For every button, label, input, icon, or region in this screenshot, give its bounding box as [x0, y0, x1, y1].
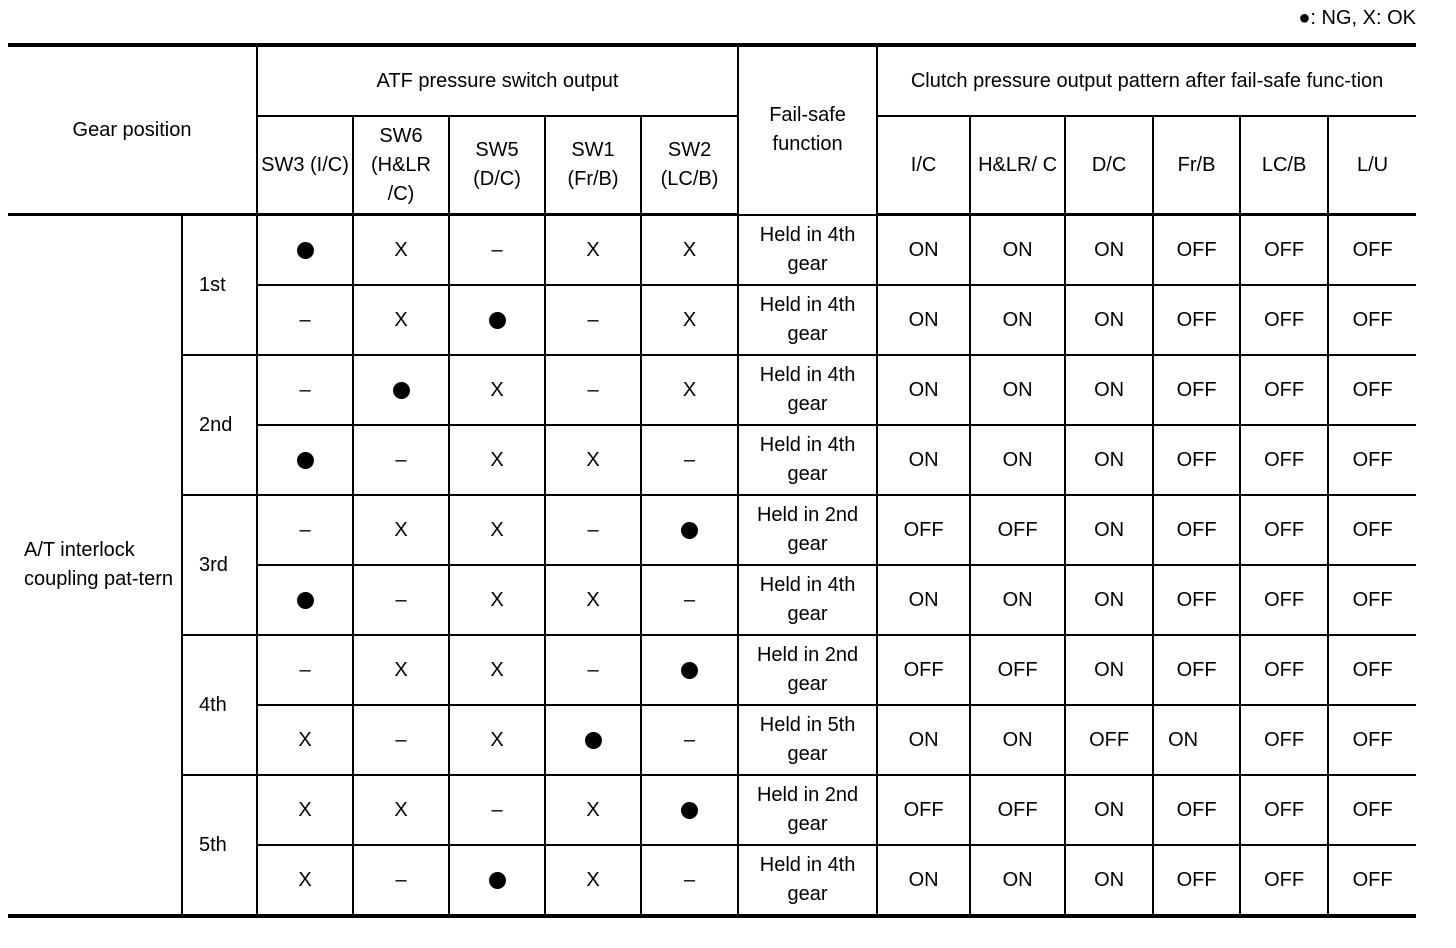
gear-label: 2nd — [182, 355, 257, 495]
switch-cell: X — [545, 215, 641, 286]
clutch-cell: OFF — [1240, 775, 1328, 845]
clutch-cell: OFF — [1328, 705, 1416, 775]
switch-cell: X — [449, 565, 545, 635]
switch-header: SW2 (LC/B) — [641, 116, 738, 215]
clutch-cell: ON — [970, 215, 1065, 286]
failsafe-cell: Held in 4th gear — [738, 355, 877, 425]
clutch-cell: ON — [970, 845, 1065, 916]
clutch-cell: OFF — [1328, 635, 1416, 705]
failsafe-table — [8, 43, 1416, 918]
switch-cell: – — [257, 355, 353, 425]
clutch-cell: ON — [877, 355, 970, 425]
switch-cell: – — [353, 845, 449, 916]
clutch-cell: OFF — [1153, 425, 1240, 495]
filled-circle-icon — [681, 662, 698, 679]
clutch-cell: OFF — [877, 635, 970, 705]
failsafe-cell: Held in 2nd gear — [738, 775, 877, 845]
switch-cell: – — [545, 495, 641, 565]
clutch-cell: ON — [1065, 355, 1153, 425]
failsafe-cell: Held in 2nd gear — [738, 495, 877, 565]
gear-position-header: Gear position — [8, 45, 257, 215]
clutch-cell: OFF — [1153, 845, 1240, 916]
switch-cell: – — [257, 495, 353, 565]
clutch-cell: OFF — [1153, 355, 1240, 425]
switch-cell: – — [449, 215, 545, 286]
ng-dot-icon — [257, 425, 353, 495]
clutch-header: LC/B — [1240, 116, 1328, 215]
clutch-cell: ON — [877, 215, 970, 286]
ng-dot-icon — [353, 355, 449, 425]
clutch-cell: OFF — [1328, 565, 1416, 635]
clutch-cell: ON — [1065, 635, 1153, 705]
table-row — [8, 635, 1416, 705]
clutch-cell: ON — [877, 285, 970, 355]
switch-cell: X — [353, 635, 449, 705]
clutch-cell: ON — [1065, 845, 1153, 916]
switch-header: SW5 (D/C) — [449, 116, 545, 215]
atf-pressure-switch-header: ATF pressure switch output — [257, 45, 738, 116]
switch-cell: X — [353, 495, 449, 565]
clutch-cell: OFF — [1153, 775, 1240, 845]
ng-dot-icon — [545, 705, 641, 775]
switch-cell: X — [545, 425, 641, 495]
switch-header: SW3 (I/C) — [257, 116, 353, 215]
gear-label: 4th — [182, 635, 257, 775]
clutch-cell: ON — [1065, 215, 1153, 286]
filled-circle-icon — [297, 242, 314, 259]
switch-cell: – — [641, 565, 738, 635]
ng-dot-icon — [257, 565, 353, 635]
failsafe-cell: Held in 4th gear — [738, 565, 877, 635]
clutch-cell: ON — [1065, 565, 1153, 635]
switch-cell: X — [257, 775, 353, 845]
clutch-cell: ON — [1065, 285, 1153, 355]
ng-dot-icon — [641, 775, 738, 845]
switch-cell: X — [449, 495, 545, 565]
failsafe-cell: Held in 5th gear — [738, 705, 877, 775]
failsafe-function-header: Fail-safe function — [738, 45, 877, 215]
clutch-header: H&LR/ C — [970, 116, 1065, 215]
switch-cell: X — [449, 635, 545, 705]
table-row — [8, 495, 1416, 565]
failsafe-cell: Held in 4th gear — [738, 285, 877, 355]
switch-cell: X — [449, 355, 545, 425]
switch-cell: X — [545, 845, 641, 916]
clutch-cell: ON — [877, 845, 970, 916]
switch-cell: X — [449, 705, 545, 775]
switch-cell: – — [545, 285, 641, 355]
clutch-header: Fr/B — [1153, 116, 1240, 215]
clutch-cell: ON — [877, 565, 970, 635]
clutch-cell: OFF — [1240, 495, 1328, 565]
failsafe-cell: Held in 2nd gear — [738, 635, 877, 705]
legend-text: ●: NG, X: OK — [1298, 7, 1416, 29]
clutch-cell: ON — [970, 705, 1065, 775]
clutch-cell: OFF — [970, 635, 1065, 705]
clutch-cell: OFF — [1153, 565, 1240, 635]
gear-label: 1st — [182, 215, 257, 356]
clutch-pressure-header: Clutch pressure output pattern after fail-safe func-tion — [877, 45, 1416, 116]
clutch-cell: ON — [970, 425, 1065, 495]
switch-cell: X — [257, 705, 353, 775]
table-row — [8, 215, 1416, 286]
clutch-cell: OFF — [970, 495, 1065, 565]
clutch-cell: ON — [1065, 775, 1153, 845]
coupling-pattern-label: A/T interlock coupling pat-tern — [8, 215, 182, 917]
clutch-cell: ON — [970, 565, 1065, 635]
switch-cell: – — [353, 565, 449, 635]
switch-cell: – — [257, 635, 353, 705]
clutch-header: D/C — [1065, 116, 1153, 215]
clutch-header: L/U — [1328, 116, 1416, 215]
clutch-cell: OFF — [1240, 355, 1328, 425]
clutch-cell: ON — [970, 285, 1065, 355]
clutch-cell: OFF — [1153, 495, 1240, 565]
clutch-cell: OFF — [1328, 285, 1416, 355]
clutch-cell: OFF — [1065, 705, 1153, 775]
switch-cell: – — [257, 285, 353, 355]
ng-dot-icon — [449, 845, 545, 916]
filled-circle-icon — [297, 452, 314, 469]
clutch-cell: ON — [1065, 425, 1153, 495]
filled-circle-icon — [393, 382, 410, 399]
switch-cell: X — [449, 425, 545, 495]
switch-cell: X — [641, 285, 738, 355]
filled-circle-icon — [681, 802, 698, 819]
ng-dot-icon — [641, 495, 738, 565]
clutch-cell: OFF — [1328, 495, 1416, 565]
clutch-cell: OFF — [1240, 285, 1328, 355]
clutch-cell: ON — [877, 705, 970, 775]
switch-cell: – — [353, 705, 449, 775]
switch-cell: X — [353, 215, 449, 286]
clutch-cell: ON — [970, 355, 1065, 425]
gear-label: 5th — [182, 775, 257, 916]
switch-cell: X — [641, 355, 738, 425]
clutch-cell: OFF — [1153, 215, 1240, 286]
clutch-cell: ON — [877, 425, 970, 495]
switch-cell: – — [545, 355, 641, 425]
clutch-cell: OFF — [1328, 215, 1416, 286]
clutch-cell: OFF — [1240, 215, 1328, 286]
switch-cell: – — [449, 775, 545, 845]
switch-cell: – — [641, 425, 738, 495]
clutch-header: I/C — [877, 116, 970, 215]
clutch-cell: ON — [1065, 495, 1153, 565]
failsafe-cell: Held in 4th gear — [738, 215, 877, 286]
filled-circle-icon — [585, 732, 602, 749]
switch-cell: – — [641, 705, 738, 775]
clutch-cell: OFF — [1328, 775, 1416, 845]
clutch-cell: OFF — [1240, 425, 1328, 495]
clutch-cell: OFF — [1328, 425, 1416, 495]
ng-dot-icon — [257, 215, 353, 286]
filled-circle-icon — [489, 872, 506, 889]
ng-dot-icon — [449, 285, 545, 355]
switch-cell: – — [545, 635, 641, 705]
clutch-cell: OFF — [1240, 635, 1328, 705]
switch-cell: X — [545, 565, 641, 635]
clutch-cell: OFF — [970, 775, 1065, 845]
clutch-cell: OFF — [877, 495, 970, 565]
switch-cell: X — [353, 775, 449, 845]
clutch-cell: OFF — [1153, 285, 1240, 355]
filled-circle-icon — [681, 522, 698, 539]
failsafe-cell: Held in 4th gear — [738, 845, 877, 916]
gear-label: 3rd — [182, 495, 257, 635]
table-row — [8, 355, 1416, 425]
clutch-cell: OFF — [1328, 845, 1416, 916]
switch-cell: – — [641, 845, 738, 916]
switch-cell: X — [641, 215, 738, 286]
switch-cell: X — [257, 845, 353, 916]
switch-cell: X — [353, 285, 449, 355]
table-row — [8, 775, 1416, 845]
clutch-cell: OFF — [1328, 355, 1416, 425]
clutch-cell: OFF — [1240, 845, 1328, 916]
switch-cell: – — [353, 425, 449, 495]
ng-dot-icon — [641, 635, 738, 705]
clutch-cell: OFF — [877, 775, 970, 845]
filled-circle-icon — [297, 592, 314, 609]
switch-header: SW1 (Fr/B) — [545, 116, 641, 215]
filled-circle-icon — [489, 312, 506, 329]
failsafe-cell: Held in 4th gear — [738, 425, 877, 495]
clutch-cell: OFF — [1153, 635, 1240, 705]
switch-cell: X — [545, 775, 641, 845]
clutch-cell: OFF — [1240, 705, 1328, 775]
clutch-cell: ON — [1153, 705, 1240, 775]
switch-header: SW6 (H&LR /C) — [353, 116, 449, 215]
clutch-cell: OFF — [1240, 565, 1328, 635]
